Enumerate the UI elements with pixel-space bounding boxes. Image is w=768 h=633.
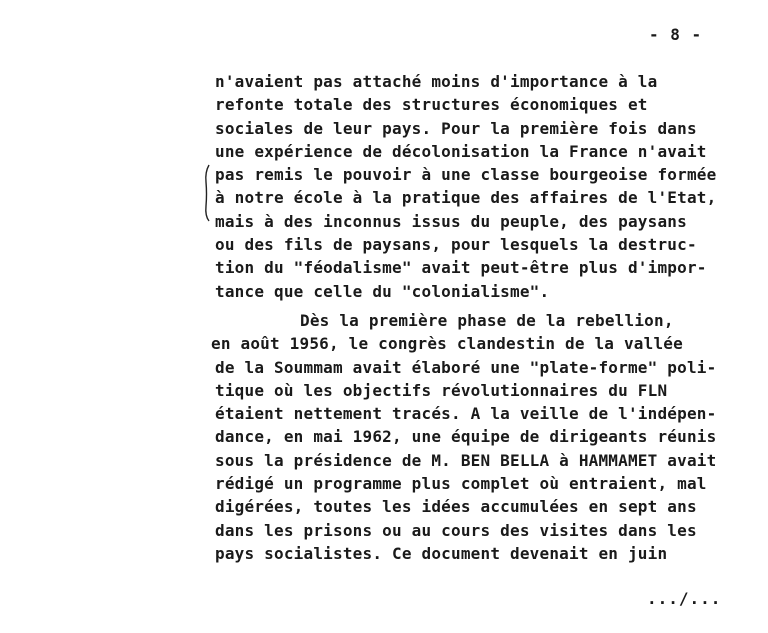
text-line: dans les prisons ou au cours des visites dans les (215, 520, 697, 540)
text-line: sous la présidence de M. BEN BELLA à HAMMAMET avait (215, 450, 717, 470)
text-line: tion du "féodalisme" avait peut-être plus d'impor- (215, 258, 707, 278)
text-line: tique où les objectifs révolutionnaires du FLN (215, 380, 668, 400)
text-line: tance que celle du "colonialisme". (215, 281, 550, 301)
text-line: dance, en mai 1962, une équipe de dirigeants réunis (215, 427, 717, 447)
text-line: digérées, toutes les idées accumulées en sept ans (215, 497, 697, 517)
margin-bracket-mark (203, 164, 211, 222)
continuation-marker: .../... (647, 589, 722, 608)
text-line: étaient nettement tracés. A la veille de l'indépen- (215, 404, 717, 424)
paragraph-1 (215, 70, 716, 303)
text-line: Dès la première phase de la rebellion, (300, 311, 674, 330)
text-line: mais à des inconnus issus du peuple, des paysans (215, 211, 687, 231)
text-line: sociales de leur pays. Pour la première fois dans (215, 118, 697, 138)
text-line: refonte totale des structures économiques et (215, 95, 648, 115)
text-line: une expérience de décolonisation la France n'avait (215, 141, 707, 161)
paragraph-2 (211, 309, 717, 565)
text-line: ou des fils de paysans, pour lesquels la destruc- (215, 235, 697, 255)
page-number: - 8 - (649, 25, 703, 44)
text-line: rédigé un programme plus complet où entraient, mal (215, 474, 707, 494)
text-line: de la Soummam avait élaboré une "plate-forme" poli- (215, 357, 717, 377)
text-line: à notre école à la pratique des affaires de l'Etat, (215, 188, 717, 208)
text-line: en août 1956, le congrès clandestin de la vallée (211, 334, 683, 354)
text-line: n'avaient pas attaché moins d'importance à la (215, 72, 658, 91)
text-line: pays socialistes. Ce document devenait en juin (215, 543, 668, 563)
text-line: pas remis le pouvoir à une classe bourgeoise formée (215, 165, 717, 185)
